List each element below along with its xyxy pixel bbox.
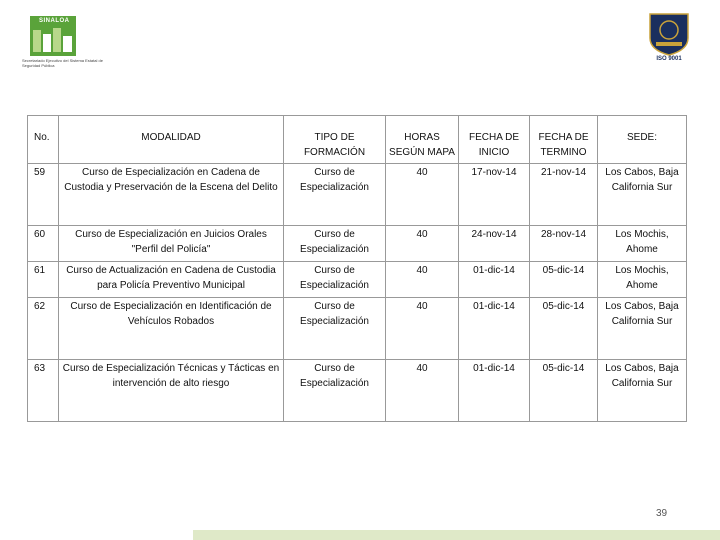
sinaloa-subtitle: Secretariado Ejecutivo del Sistema Estatal de Seguridad Pública	[22, 58, 103, 68]
cell-inicio: 17-nov-14	[459, 164, 530, 226]
cell-horas: 40	[386, 164, 459, 226]
header-no: No.	[28, 116, 59, 164]
cell-inicio: 01-dic-14	[459, 360, 530, 422]
cell-horas: 40	[386, 262, 459, 298]
cell-no: 63	[28, 360, 59, 422]
cell-inicio: 01-dic-14	[459, 298, 530, 360]
cell-no: 60	[28, 226, 59, 262]
course-table	[27, 115, 687, 422]
institute-logo	[644, 12, 694, 64]
header-horas: HORAS SEGÚN MAPA	[386, 116, 459, 164]
cell-sede: Los Mochis, Ahome	[598, 262, 687, 298]
cell-termino: 05-dic-14	[530, 262, 598, 298]
header-inicio: FECHA DE INICIO	[459, 116, 530, 164]
cell-horas: 40	[386, 226, 459, 262]
footer-bar	[193, 530, 720, 540]
institute-shield-icon	[644, 12, 694, 56]
cell-modalidad: Curso de Actualización en Cadena de Custodia para Policía Preventivo Municipal	[59, 262, 284, 298]
cell-termino: 05-dic-14	[530, 360, 598, 422]
cell-tipo: Curso de Especialización	[284, 360, 386, 422]
table-row	[28, 164, 687, 226]
cell-termino: 05-dic-14	[530, 298, 598, 360]
cell-no: 61	[28, 262, 59, 298]
header-tipo: TIPO DE FORMACIÓN	[284, 116, 386, 164]
cell-horas: 40	[386, 360, 459, 422]
table-header-row	[28, 116, 687, 164]
cell-tipo: Curso de Especialización	[284, 164, 386, 226]
cell-no: 62	[28, 298, 59, 360]
cell-modalidad: Curso de Especialización Técnicas y Tácticas en intervención de alto riesgo	[59, 360, 284, 422]
cell-tipo: Curso de Especialización	[284, 262, 386, 298]
header-modalidad: MODALIDAD	[59, 116, 284, 164]
cell-tipo: Curso de Especialización	[284, 226, 386, 262]
cell-inicio: 01-dic-14	[459, 262, 530, 298]
cell-tipo: Curso de Especialización	[284, 298, 386, 360]
cell-sede: Los Mochis, Ahome	[598, 226, 687, 262]
cell-inicio: 24-nov-14	[459, 226, 530, 262]
cell-modalidad: Curso de Especialización en Identificación de Vehículos Robados	[59, 298, 284, 360]
institute-iso-label: ISO 9001	[656, 56, 682, 62]
cell-sede: Los Cabos, Baja California Sur	[598, 360, 687, 422]
table-row	[28, 360, 687, 422]
sinaloa-brand-text: SINALOA	[39, 18, 70, 24]
cell-sede: Los Cabos, Baja California Sur	[598, 164, 687, 226]
page-number: 39	[656, 508, 668, 519]
cell-modalidad: Curso de Especialización en Juicios Orales "Perfil del Policía"	[59, 226, 284, 262]
cell-modalidad: Curso de Especialización en Cadena de Custodia y Preservación de la Escena del Delito	[59, 164, 284, 226]
cell-termino: 21-nov-14	[530, 164, 598, 226]
cell-termino: 28-nov-14	[530, 226, 598, 262]
table-row	[28, 226, 687, 262]
cell-horas: 40	[386, 298, 459, 360]
header-termino: FECHA DE TERMINO	[530, 116, 598, 164]
sinaloa-logo	[22, 14, 122, 70]
table-row	[28, 298, 687, 360]
cell-no: 59	[28, 164, 59, 226]
table-row	[28, 262, 687, 298]
header-sede: SEDE:	[598, 116, 687, 164]
cell-sede: Los Cabos, Baja California Sur	[598, 298, 687, 360]
